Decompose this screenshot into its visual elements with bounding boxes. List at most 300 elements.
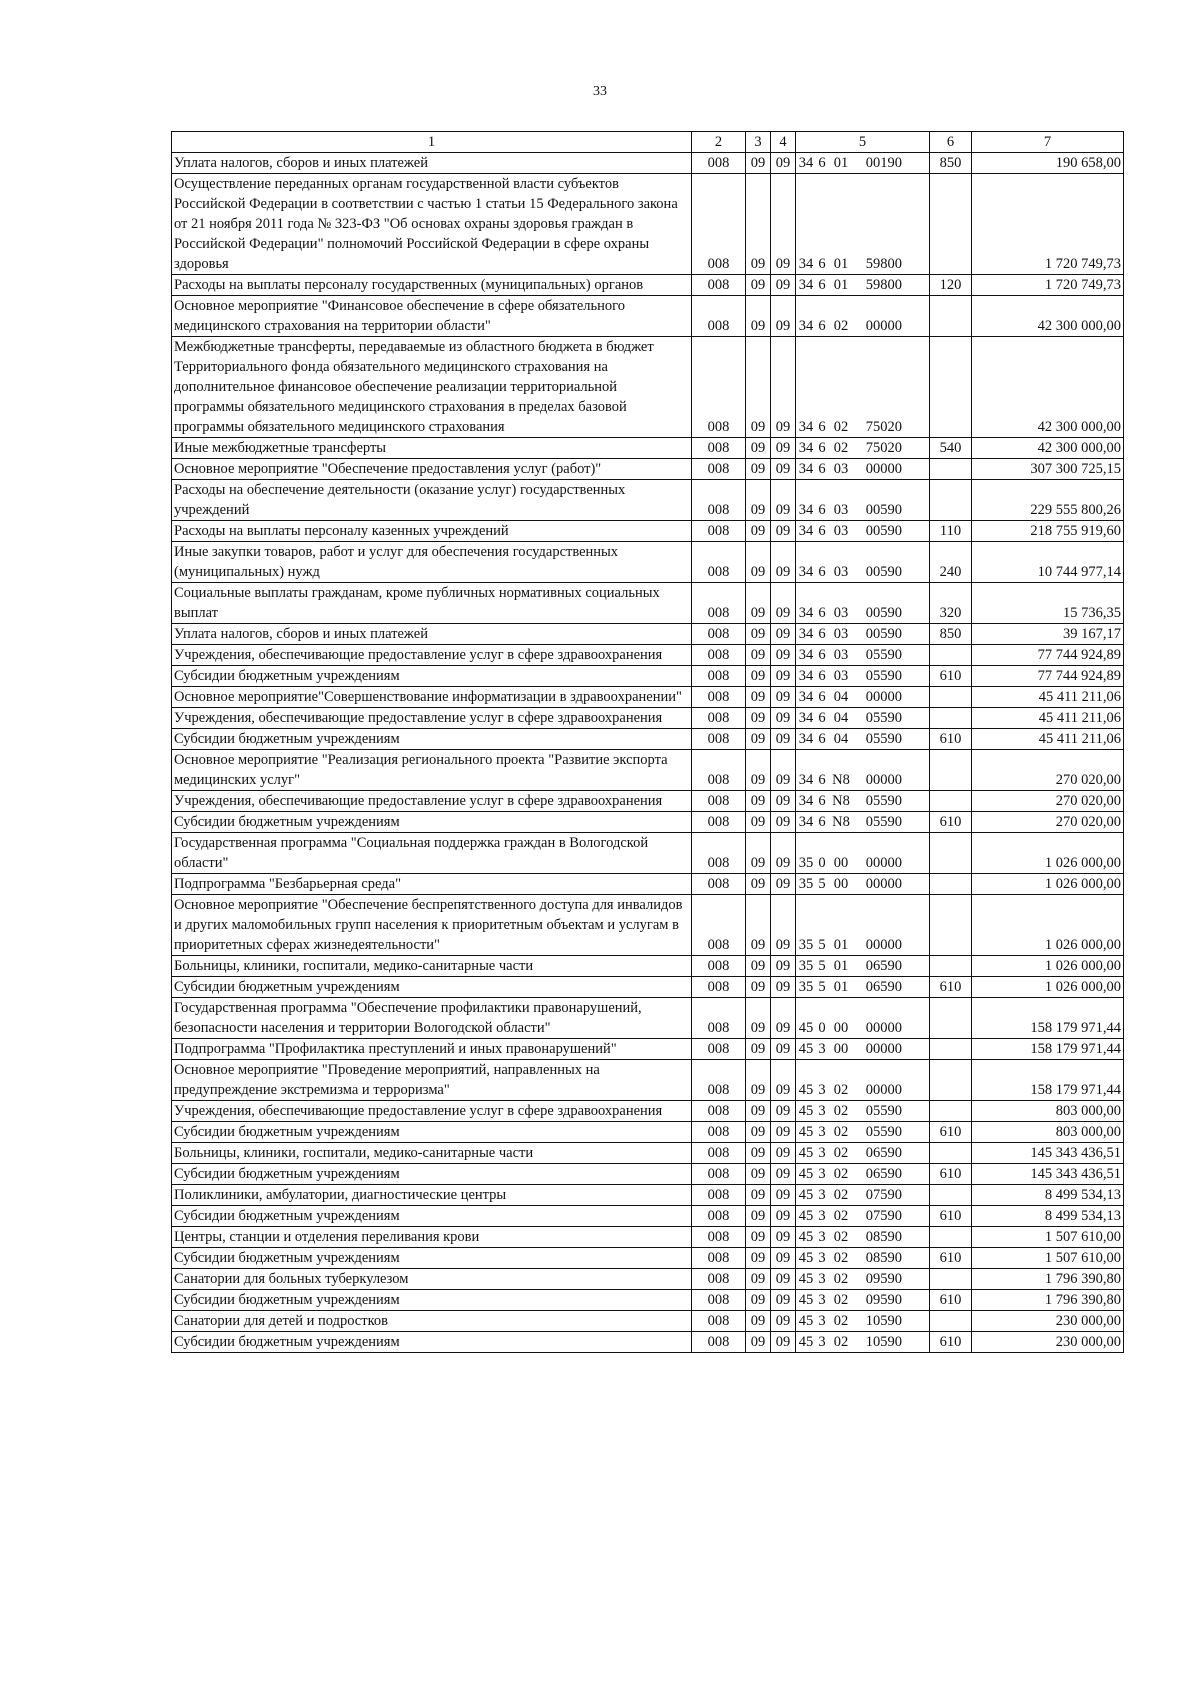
item-name: Иные закупки товаров, работ и услуг для обеспечения государственных (муниципальных) нужд [172,542,692,583]
subsection-code: 09 [771,645,796,666]
section-code: 09 [746,1039,771,1060]
ministry-code: 008 [692,750,746,791]
expense-type-code [930,174,972,275]
target-item-code-part: 0 [818,1020,826,1036]
ministry-code: 008 [692,895,746,956]
section-code: 09 [746,1311,771,1332]
target-item-code-part: 75020 [865,440,902,456]
target-item-code-part: 3 [818,1187,826,1203]
subsection-code: 09 [771,583,796,624]
expense-type-code: 610 [930,977,972,998]
ministry-code: 008 [692,812,746,833]
subsection-code: 09 [771,750,796,791]
subsection-code: 09 [771,275,796,296]
target-item-code-part: 00 [833,876,849,892]
expense-type-code [930,1269,972,1290]
target-item-code-part: 34 [798,772,814,788]
target-item-code-part: 3 [818,1271,826,1287]
item-name: Осуществление переданных органам государственной власти субъектов Российской Федерации в соответствии с частью 1 статьи 15 Федерального закона от 21 ноября 2011 года № 323-ФЗ "Об основах охраны здоровья граждан в Российской Федерации" полномочий Российской Федерации в сфере охраны здоровья [172,174,692,275]
table-row [172,337,1124,438]
item-name: Субсидии бюджетным учреждениям [172,666,692,687]
target-item-code-part: 09590 [865,1271,902,1287]
target-item-code-part: 45 [798,1145,814,1161]
amount: 1 026 000,00 [972,874,1124,895]
amount: 42 300 000,00 [972,296,1124,337]
table-row [172,812,1124,833]
expense-type-code [930,480,972,521]
item-name: Субсидии бюджетным учреждениям [172,1290,692,1311]
target-item-code-part: 00000 [865,1020,902,1036]
target-item-code [796,1122,930,1143]
ministry-code: 008 [692,1101,746,1122]
expense-type-code [930,708,972,729]
target-item-code-part: 3 [818,1208,826,1224]
target-item-code-part: 3 [818,1313,826,1329]
expense-type-code [930,1101,972,1122]
target-item-code [796,542,930,583]
ministry-code: 008 [692,337,746,438]
target-item-code [796,791,930,812]
target-item-code-part: 3 [818,1292,826,1308]
target-item-code-part: 34 [798,318,814,334]
target-item-code [796,708,930,729]
item-name: Субсидии бюджетным учреждениям [172,812,692,833]
amount: 218 755 919,60 [972,521,1124,542]
target-item-code-part: 04 [833,710,849,726]
section-code: 09 [746,729,771,750]
item-name: Субсидии бюджетным учреждениям [172,1122,692,1143]
ministry-code: 008 [692,1332,746,1353]
target-item-code-part: 6 [818,731,826,747]
target-item-code [796,874,930,895]
target-item-code-part: 34 [798,668,814,684]
expense-type-code: 850 [930,624,972,645]
ministry-code: 008 [692,1311,746,1332]
target-item-code-part: 05590 [865,793,902,809]
target-item-code-part: 3 [818,1082,826,1098]
target-item-code-part: 02 [833,1124,849,1140]
target-item-code [796,1332,930,1353]
target-item-code-part: 03 [833,502,849,518]
section-code: 09 [746,1060,771,1101]
target-item-code-part: 03 [833,461,849,477]
table-row [172,977,1124,998]
expense-type-code [930,687,972,708]
target-item-code-part: 10590 [865,1334,902,1350]
target-item-code-part: 02 [833,419,849,435]
section-code: 09 [746,521,771,542]
target-item-code-part: 03 [833,647,849,663]
target-item-code-part: 03 [833,668,849,684]
table-row [172,275,1124,296]
section-code: 09 [746,895,771,956]
target-item-code-part: 34 [798,710,814,726]
target-item-code [796,1060,930,1101]
expense-type-code: 610 [930,812,972,833]
subsection-code: 09 [771,791,796,812]
table-row [172,956,1124,977]
item-name: Основное мероприятие "Обеспечение предоставления услуг (работ)" [172,459,692,480]
subsection-code: 09 [771,624,796,645]
target-item-code-part: 01 [833,256,849,272]
ministry-code: 008 [692,438,746,459]
target-item-code-part: 45 [798,1124,814,1140]
column-header: 7 [972,132,1124,153]
target-item-code-part: 00590 [865,502,902,518]
expense-type-code: 120 [930,275,972,296]
table-row [172,1248,1124,1269]
table-row [172,153,1124,174]
expense-type-code [930,1185,972,1206]
target-item-code-part: 45 [798,1271,814,1287]
table-row [172,645,1124,666]
target-item-code-part: 06590 [865,958,902,974]
target-item-code-part: 6 [818,277,826,293]
table-row [172,1185,1124,1206]
amount: 145 343 436,51 [972,1143,1124,1164]
expense-type-code [930,874,972,895]
target-item-code [796,687,930,708]
section-code: 09 [746,750,771,791]
target-item-code [796,666,930,687]
item-name: Основное мероприятие "Реализация регионального проекта "Развитие экспорта медицинских услуг" [172,750,692,791]
section-code: 09 [746,337,771,438]
target-item-code-part: 03 [833,626,849,642]
subsection-code: 09 [771,687,796,708]
target-item-code [796,977,930,998]
target-item-code-part: 3 [818,1041,826,1057]
target-item-code-part: 3 [818,1250,826,1266]
target-item-code-part: 05590 [865,1124,902,1140]
ministry-code: 008 [692,977,746,998]
target-item-code-part: 3 [818,1103,826,1119]
subsection-code: 09 [771,1143,796,1164]
amount: 1 720 749,73 [972,174,1124,275]
target-item-code-part: 05590 [865,710,902,726]
amount: 803 000,00 [972,1101,1124,1122]
section-code: 09 [746,666,771,687]
section-code: 09 [746,874,771,895]
table-row [172,1311,1124,1332]
target-item-code-part: 34 [798,647,814,663]
subsection-code: 09 [771,729,796,750]
subsection-code: 09 [771,1039,796,1060]
target-item-code-part: 34 [798,256,814,272]
amount: 15 736,35 [972,583,1124,624]
ministry-code: 008 [692,956,746,977]
target-item-code-part: 00000 [865,772,902,788]
amount: 270 020,00 [972,750,1124,791]
target-item-code [796,459,930,480]
table-row [172,729,1124,750]
item-name: Учреждения, обеспечивающие предоставление услуг в сфере здравоохранения [172,1101,692,1122]
amount: 8 499 534,13 [972,1185,1124,1206]
ministry-code: 008 [692,1290,746,1311]
ministry-code: 008 [692,542,746,583]
item-name: Уплата налогов, сборов и иных платежей [172,153,692,174]
subsection-code: 09 [771,1248,796,1269]
ministry-code: 008 [692,874,746,895]
target-item-code-part: 08590 [865,1250,902,1266]
ministry-code: 008 [692,1248,746,1269]
target-item-code-part: 5 [818,876,826,892]
target-item-code-part: 3 [818,1334,826,1350]
table-row [172,750,1124,791]
section-code: 09 [746,153,771,174]
table-header-row [172,132,1124,153]
table-row [172,791,1124,812]
target-item-code-part: 05590 [865,814,902,830]
amount: 230 000,00 [972,1311,1124,1332]
target-item-code-part: 02 [833,1082,849,1098]
amount: 803 000,00 [972,1122,1124,1143]
subsection-code: 09 [771,521,796,542]
section-code: 09 [746,624,771,645]
item-name: Поликлиники, амбулатории, диагностические центры [172,1185,692,1206]
target-item-code [796,174,930,275]
target-item-code-part: 34 [798,502,814,518]
subsection-code: 09 [771,1164,796,1185]
table-row [172,1269,1124,1290]
target-item-code-part: 6 [818,419,826,435]
item-name: Центры, станции и отделения переливания крови [172,1227,692,1248]
amount: 77 744 924,89 [972,666,1124,687]
item-name: Основное мероприятие "Обеспечение беспрепятственного доступа для инвалидов и других маломобильных групп населения к приоритетным объектам и услугам в приоритетных сферах жизнедеятельности" [172,895,692,956]
ministry-code: 008 [692,1122,746,1143]
section-code: 09 [746,1227,771,1248]
item-name: Основное мероприятие "Финансовое обеспечение в сфере обязательного медицинского страхования на территории области" [172,296,692,337]
target-item-code [796,895,930,956]
target-item-code-part: 00000 [865,937,902,953]
ministry-code: 008 [692,666,746,687]
target-item-code-part: 6 [818,772,826,788]
target-item-code-part: 6 [818,256,826,272]
section-code: 09 [746,480,771,521]
target-item-code-part: 01 [833,979,849,995]
section-code: 09 [746,687,771,708]
target-item-code-part: 02 [833,1103,849,1119]
table-row [172,174,1124,275]
item-name: Санатории для больных туберкулезом [172,1269,692,1290]
target-item-code-part: 00000 [865,461,902,477]
target-item-code-part: 0 [818,855,826,871]
target-item-code [796,521,930,542]
target-item-code-part: N8 [832,772,850,788]
target-item-code-part: 00000 [865,689,902,705]
target-item-code-part: 45 [798,1103,814,1119]
target-item-code-part: 5 [818,937,826,953]
table-row [172,1332,1124,1353]
section-code: 09 [746,645,771,666]
target-item-code-part: 45 [798,1292,814,1308]
item-name: Субсидии бюджетным учреждениям [172,1332,692,1353]
table-row [172,1206,1124,1227]
ministry-code: 008 [692,296,746,337]
ministry-code: 008 [692,1039,746,1060]
target-item-code-part: 34 [798,277,814,293]
ministry-code: 008 [692,174,746,275]
target-item-code-part: 02 [833,440,849,456]
ministry-code: 008 [692,480,746,521]
target-item-code-part: 34 [798,155,814,171]
expense-type-code [930,833,972,874]
target-item-code [796,296,930,337]
table-row [172,438,1124,459]
target-item-code-part: 45 [798,1082,814,1098]
item-name: Расходы на выплаты персоналу казенных учреждений [172,521,692,542]
item-name: Субсидии бюджетным учреждениям [172,729,692,750]
subsection-code: 09 [771,956,796,977]
table-row [172,687,1124,708]
target-item-code [796,1164,930,1185]
subsection-code: 09 [771,1185,796,1206]
amount: 39 167,17 [972,624,1124,645]
subsection-code: 09 [771,438,796,459]
ministry-code: 008 [692,153,746,174]
expense-type-code [930,645,972,666]
target-item-code-part: 04 [833,689,849,705]
amount: 1 507 610,00 [972,1248,1124,1269]
target-item-code-part: 00590 [865,564,902,580]
column-header: 6 [930,132,972,153]
target-item-code-part: 34 [798,793,814,809]
ministry-code: 008 [692,729,746,750]
target-item-code-part: 05590 [865,1103,902,1119]
expense-type-code: 610 [930,1164,972,1185]
target-item-code-part: 45 [798,1041,814,1057]
section-code: 09 [746,1122,771,1143]
target-item-code-part: 45 [798,1250,814,1266]
table-row [172,1122,1124,1143]
target-item-code-part: 45 [798,1020,814,1036]
subsection-code: 09 [771,296,796,337]
target-item-code-part: 45 [798,1208,814,1224]
target-item-code [796,337,930,438]
target-item-code-part: 34 [798,461,814,477]
target-item-code [796,729,930,750]
target-item-code [796,750,930,791]
expense-type-code [930,791,972,812]
amount: 1 507 610,00 [972,1227,1124,1248]
target-item-code-part: 00000 [865,318,902,334]
target-item-code-part: 3 [818,1145,826,1161]
item-name: Субсидии бюджетным учреждениям [172,977,692,998]
target-item-code-part: 02 [833,1208,849,1224]
target-item-code [796,998,930,1039]
target-item-code-part: 03 [833,523,849,539]
target-item-code-part: 35 [798,979,814,995]
target-item-code-part: 45 [798,1334,814,1350]
subsection-code: 09 [771,542,796,583]
table-row [172,998,1124,1039]
target-item-code-part: 75020 [865,419,902,435]
item-name: Учреждения, обеспечивающие предоставление услуг в сфере здравоохранения [172,791,692,812]
target-item-code-part: 00590 [865,605,902,621]
amount: 45 411 211,06 [972,729,1124,750]
item-name: Основное мероприятие "Проведение мероприятий, направленных на предупреждение экстремизма и терроризма" [172,1060,692,1101]
item-name: Субсидии бюджетным учреждениям [172,1206,692,1227]
page-number: 33 [593,84,607,99]
table-row [172,1101,1124,1122]
ministry-code: 008 [692,624,746,645]
target-item-code-part: 05590 [865,647,902,663]
amount: 42 300 000,00 [972,438,1124,459]
expense-type-code [930,998,972,1039]
section-code: 09 [746,1206,771,1227]
ministry-code: 008 [692,275,746,296]
subsection-code: 09 [771,812,796,833]
target-item-code-part: 02 [833,1145,849,1161]
column-header: 5 [796,132,930,153]
subsection-code: 09 [771,1206,796,1227]
target-item-code-part: 34 [798,419,814,435]
table-row [172,895,1124,956]
target-item-code-part: 6 [818,689,826,705]
target-item-code-part: 06590 [865,979,902,995]
target-item-code-part: 35 [798,958,814,974]
subsection-code: 09 [771,1101,796,1122]
ministry-code: 008 [692,1185,746,1206]
expense-type-code [930,895,972,956]
amount: 42 300 000,00 [972,337,1124,438]
expense-type-code: 110 [930,521,972,542]
section-code: 09 [746,1290,771,1311]
amount: 1 720 749,73 [972,275,1124,296]
target-item-code-part: 45 [798,1229,814,1245]
amount: 270 020,00 [972,791,1124,812]
target-item-code-part: 05590 [865,731,902,747]
section-code: 09 [746,1101,771,1122]
table-row [172,833,1124,874]
target-item-code [796,1039,930,1060]
column-header: 1 [172,132,692,153]
section-code: 09 [746,1185,771,1206]
section-code: 09 [746,998,771,1039]
expense-type-code [930,337,972,438]
ministry-code: 008 [692,833,746,874]
target-item-code [796,1311,930,1332]
target-item-code-part: 02 [833,1313,849,1329]
ministry-code: 008 [692,1060,746,1101]
amount: 45 411 211,06 [972,708,1124,729]
target-item-code-part: 00590 [865,626,902,642]
item-name: Больницы, клиники, госпитали, медико-санитарные части [172,956,692,977]
amount: 1 026 000,00 [972,833,1124,874]
target-item-code-part: 6 [818,155,826,171]
subsection-code: 09 [771,708,796,729]
target-item-code-part: 02 [833,1250,849,1266]
item-name: Основное мероприятие"Совершенствование информатизации в здравоохранении" [172,687,692,708]
target-item-code [796,812,930,833]
item-name: Субсидии бюджетным учреждениям [172,1164,692,1185]
target-item-code-part: 3 [818,1229,826,1245]
ministry-code: 008 [692,1143,746,1164]
item-name: Иные межбюджетные трансферты [172,438,692,459]
target-item-code-part: 02 [833,1166,849,1182]
target-item-code-part: 6 [818,523,826,539]
target-item-code-part: 35 [798,876,814,892]
section-code: 09 [746,708,771,729]
section-code: 09 [746,833,771,874]
item-name: Социальные выплаты гражданам, кроме публичных нормативных социальных выплат [172,583,692,624]
target-item-code-part: 02 [833,1292,849,1308]
amount: 1 796 390,80 [972,1269,1124,1290]
ministry-code: 008 [692,459,746,480]
subsection-code: 09 [771,977,796,998]
amount: 45 411 211,06 [972,687,1124,708]
expense-type-code [930,1039,972,1060]
section-code: 09 [746,791,771,812]
